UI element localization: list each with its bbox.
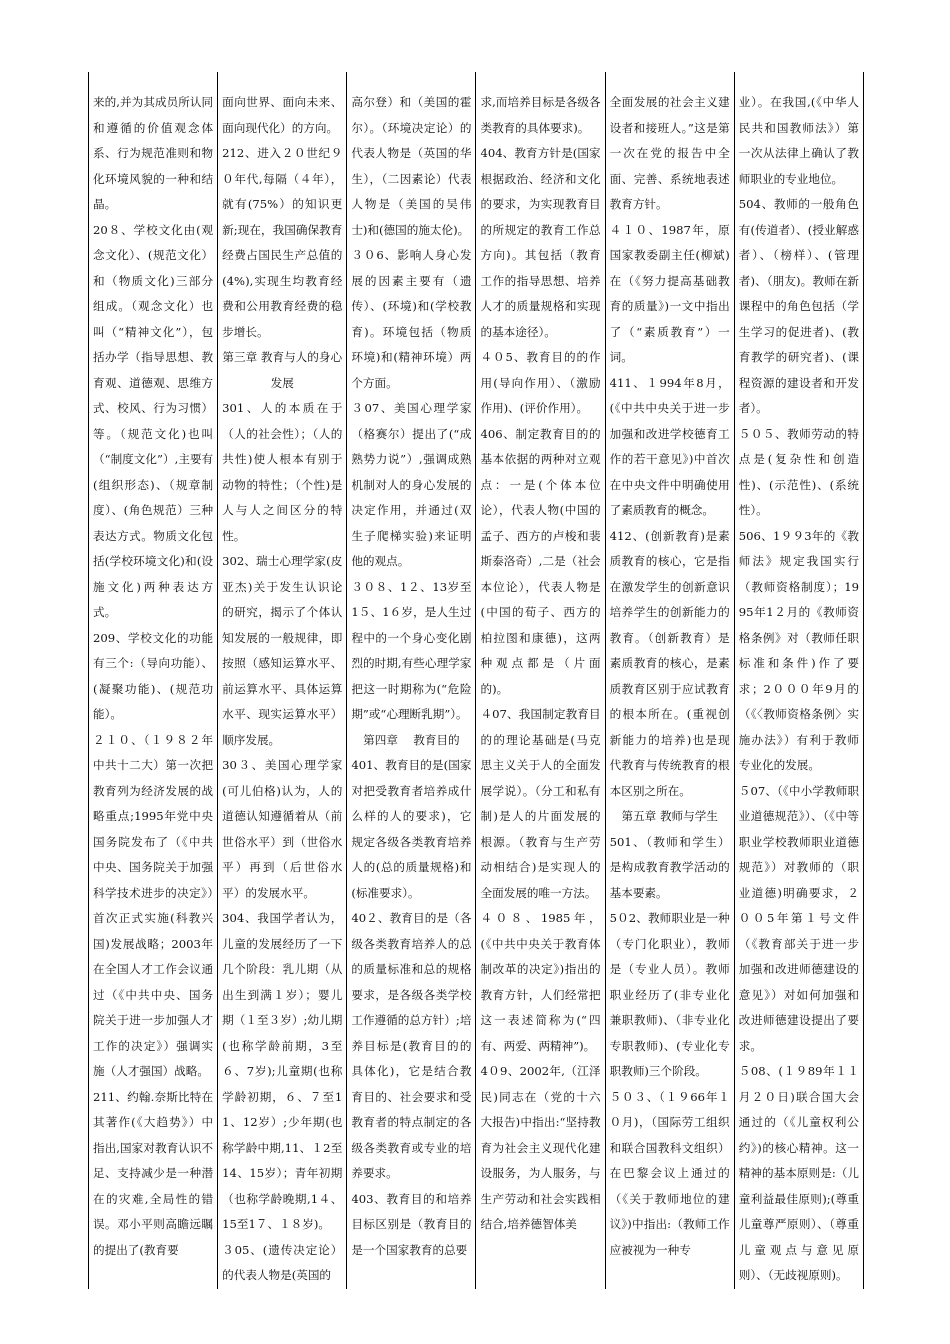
paragraph: 5０2、教师职业是一种（专门化职业），教师是（专业人员）。教师职业经历了(非专业化兼职教师)、（非专业化专职教师)、(专业化专职教师)三个阶段。: [609, 911, 730, 1078]
paragraph: ４０８、1985年，(《中共中央关于教育体制改革的决定》)指出的教育方针，人们经常把这一表述简称为(“四有、两爱、两精神”)。: [480, 911, 601, 1053]
paragraph: 401、教育目的是(国家对把受教育者培养成什么样的人的要求)，它规定各级各类教育培养人的(总的质量规格)和(标准要求）。: [351, 758, 472, 900]
paragraph: 301、人的本质在于（人的社会性）；（人的共性)使人根本有别于动物的特性；（个性)是人与人之间区分的特性。: [222, 401, 343, 543]
paragraph: ２１０、（１９８２年中共十二大）第一次把教育列为经济发展的战略重点;1995年党中央国务院发布了（《中共中央、国务院关于加强科学技术进步的决定》）首次正式实施(科教兴国)发展战略；2003年在全国人才工作会议通过（《中共中央、国务院关于进一步加强人才工作的决定》）强调实施（人才强国）战略。: [93, 732, 214, 1078]
paragraph: ４１０、1987年，原国家教委副主任(柳斌)在（《努力提高基础教育的质量》)一文中指出了（“素质教育”）一词。: [609, 222, 730, 364]
paragraph: 来的,并为其成员所认同和遵循的价值观念体系、行为规范准则和物化环境风貌的一种和结晶。: [93, 95, 214, 211]
paragraph: 209、学校文化的功能有三个:（导向功能）、(凝聚功能)、(规范功能）。: [93, 630, 214, 721]
text-column: [605, 72, 734, 1289]
paragraph: ５０５、教师劳动的特点是(复杂性和创造性)、(示范性)、(系统性）。: [738, 426, 859, 517]
paragraph: 304、我国学者认为，儿童的发展经历了一下几个阶段：乳儿期（从出生到满１岁）；婴儿期（１至３岁）;幼儿期(也称学龄前期，3至６、7岁);儿童期(也称学龄初期，６、７至11、12岁）;少年期(也称学龄中期,11、１2至14、15岁）；青年初期（也称学龄晚期,1４、15至1７、１８岁)。: [222, 911, 343, 1231]
paragraph: 高尔登）和（美国的霍尔）。（环境决定论）的代表人物是（英国的华生），（二因素论）代表人物是（美国的吴伟士)和(德国的施太伦)。: [351, 95, 472, 237]
paragraph: 412、(创新教育)是素质教育的核心，它是指在激发学生的创新意识培养学生的创新能力的教育。（创新教育）是素质教育的核心，是素质教育区别于应试教育的根本所在。(重视创新能力的培养)也是现代教育与传统教育的根本区别之所在。: [609, 528, 730, 798]
paragraph: ５０３、（１９66年１０月)，（国际劳工组织和联合国教科文组织）在巴黎会议上通过的（《关于教师地位的建议》)中指出:（教师工作应被视为一种专: [609, 1089, 730, 1257]
paragraph: ３05、(遗传决定论）的代表人物是(英国的: [222, 1242, 343, 1282]
paragraph: ５08、(１９89年１１月２０日)联合国大会通过的（《儿童权利公约》)的核心精神。这一精神的基本原则是:（儿童利益最佳原则);(尊重儿童尊严原则）、（尊重儿童观点与意见原则）、（无歧视原则)。: [738, 1064, 859, 1282]
paragraph: 211、约翰.奈斯比特在其著作(《大趋势》）中指出,国家对教育认识不足、支持减少是一种潜在的灾难,全局性的错误。邓小平则高瞻远瞩的提出了(教育要: [93, 1089, 214, 1257]
paragraph: 全面发展的社会主义建设者和接班人。”这是第一次在党的报告中全面、完善、系统地表述教育方针。: [609, 95, 730, 211]
paragraph: 501、（教师和学生）是构成教育教学活动的基本要素。: [609, 834, 730, 900]
text-column: [734, 72, 863, 1289]
paragraph: 求,而培养目标是各级各类教育的具体要求)。: [480, 95, 601, 135]
paragraph: 20８、学校文化由(观念文化）、(规范文化）和（物质文化)三部分组成。（观念文化）也叫（“精神文化”），包括办学（指导思想、教育观、道德观、思维方式、校风、行为习惯）等。（规范文化)也叫（“制度文化”）,主要有(组织形态)、（规章制度）、(角色规范）三种表达方式。物质文化包括(学校环境文化)和(设施文化)两种表达方式。: [93, 222, 214, 619]
text-column: [347, 72, 476, 1289]
paragraph: 404、教育方针是(国家根据政治、经济和文化的要求，为实现教育目的所规定的教育工作总方向)。其包括（教育工作的指导思想、培养人才的质量规格和实现的基本途径）。: [480, 146, 601, 339]
text-column: [89, 72, 218, 1289]
paragraph: ４07、我国制定教育目的的理论基础是(马克思主义关于人的全面发展学说）。（分工和私有制)是人的片面发展的根源。（教育与生产劳动相结合)是实现人的全面发展的唯一方法。: [480, 707, 601, 900]
paragraph: 面向世界、面向未来、面向现代化）的方向。: [222, 95, 343, 135]
paragraph: 504、教师的一般角色有(传道者）、(授业解惑者）、（榜样）、(管理者)、（朋友)。教师在新课程中的角色包括（学生学习的促进者)、(教育教学的研究者)、(课程资源的建设者和开发者）。: [738, 197, 859, 415]
paragraph: ３07、美国心理学家（格赛尔）提出了(“成熟势力说”）,强调成熟机制对人的身心发展的决定作用，并通过(双生子爬梯实验)来证明他的观点。: [351, 401, 472, 568]
paragraph: 4０9、2002年,（江泽民)同志在（党的十六大报告)中指出:“坚持教育为社会主义现代化建设服务，为人服务，与生产劳动和社会实践相结合,培养德智体美: [480, 1064, 601, 1231]
six-column-table: [88, 72, 864, 1289]
paragraph: 212、进入２０世纪９０年代,每隔（４年），就有(75%）的知识更新;现在，我国确保教育经费占国民生产总值的(4%),实现生均教育经费和公用教育经费的稳步增长。: [222, 146, 343, 339]
paragraph: 业）。在我国,(《中华人民共和国教师法》）第一次从法律上确认了教师职业的专业地位。: [738, 95, 859, 186]
chapter-heading: 第三章 教育与人的身心发展: [222, 350, 343, 390]
paragraph: 30３、美国心理学家(可儿伯格)认为，人的道德认知遵循着从（前世俗水平）到（世俗水平）再到（后世俗水平）的发展水平。: [222, 758, 343, 900]
paragraph: 411、１994年8月，(《中共中央关于进一步加强和改进学校德育工作的若干意见》)中首次在中央文件中明确使用了素质教育的概念。: [609, 375, 730, 517]
paragraph: 302、瑞士心理学家(皮亚杰)关于发生认识论的研究，揭示了个体认知发展的一般规律，即按照（感知运算水平、前运算水平、具体运算水平、现实运算水平）顺序发展。: [222, 554, 343, 747]
document-page: [88, 72, 864, 1289]
text-column: [476, 72, 605, 1289]
text-column: [218, 72, 347, 1289]
chapter-heading: 第四章 教育目的: [363, 732, 460, 747]
paragraph: ３０6、影响人身心发展的因素主要有（遗传）、(环境)和(学校教育)。环境包括（物质环境)和(精神环境）两个方面。: [351, 248, 472, 390]
paragraph: 506、1９９3年的《教师法》规定我国实行（教师资格制度）；1995年1２月的《教师资格条例》对（教师任职标准和条件)作了要求；2０００年9月的（《〈教师资格条例〉实施办法》）有利于教师专业化的发展。: [738, 528, 859, 772]
paragraph: 403、教育目的和培养目标区别是（教育目的是一个国家教育的总要: [351, 1191, 472, 1257]
paragraph: ３０８、1２、13岁至1５、1６岁，是人生过程中的一个身心变化剧烈的时期,有些心理学家把这一时期称为(“危险期”或“心理断乳期”）。: [351, 579, 472, 721]
paragraph: 40２、教育目的是（各级各类教育培养人的总的质量标准和总的规格要求，是各级各类学校工作遵循的总方针）;培养目标是(教育目的的具体化)，它是结合教育目的、社会要求和受教育者的特点制定的各级各类教育或专业的培养要求。: [351, 911, 472, 1180]
paragraph: ４０5、教育目的的作用(导向作用）、（激励作用)、(评价作用）。: [480, 350, 601, 415]
paragraph: ５07、（《中小学教师职业道德规范》）、（《中等职业学校教师职业道德规范》）对教师的（职业道德)明确要求，２００5年第１号文件（《教育部关于进一步加强和改进师德建设的意见》）对如何加强和改进师德建设提出了要求。: [738, 783, 859, 1053]
chapter-heading: 第五章 教师与学生: [621, 809, 718, 823]
paragraph: 406、制定教育目的的基本依据的两种对立观点：一是(个体本位论），代表人物(中国的孟子、西方的卢梭和裴斯泰洛奇）,二是（社会本位论），代表人物是(中国的荀子、西方的柏拉图和康德)，这两种观点都是（片面的)。: [480, 426, 601, 696]
